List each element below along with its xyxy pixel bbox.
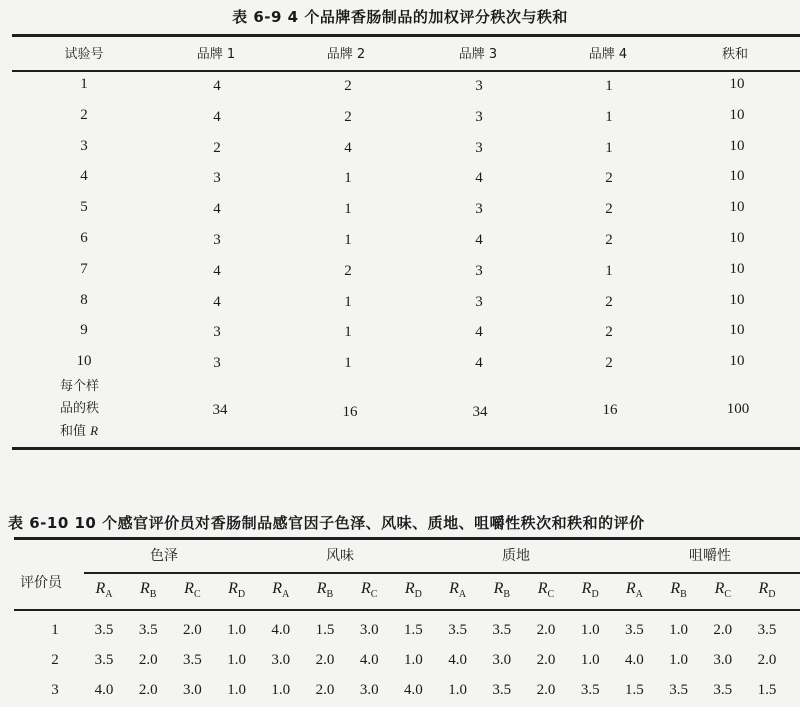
total-brand-3: 34 — [472, 404, 488, 420]
sub-header-subscript: C — [724, 589, 732, 601]
cell-evaluator: 3 — [51, 682, 59, 698]
cell-brand-1: 3 — [213, 232, 221, 248]
cell-value: 1.0 — [580, 652, 600, 668]
cell-value: 3.5 — [94, 622, 114, 638]
cell-value: 3.5 — [94, 652, 114, 668]
cell-trial: 7 — [80, 260, 88, 277]
sub-header-symbol: R — [272, 580, 283, 597]
cell-value: 4.0 — [271, 622, 291, 638]
cell-trial: 1 — [80, 76, 88, 92]
sub-header-subscript: A — [635, 589, 643, 601]
sub-header-subscript: A — [458, 589, 467, 601]
table2-caption: 表 6-10 10 个感官评价员对香肠制品感官因子色泽、风味、质地、咀嚼性秩次和秩和的评价 — [8, 514, 645, 532]
table2-top-rule — [14, 537, 800, 540]
total-brand-4: 16 — [602, 402, 618, 418]
sub-header-symbol: R — [404, 580, 415, 597]
sub-header-subscript: C — [193, 589, 201, 601]
header-trial: 试验号 — [64, 47, 104, 62]
cell-value: 1.0 — [580, 622, 600, 638]
sub-header-r-a — [626, 580, 643, 600]
sub-header-subscript: D — [591, 589, 599, 601]
cell-value: 3.5 — [492, 682, 512, 698]
cell-value: 2.0 — [183, 622, 202, 638]
cell-brand-4: 1 — [605, 108, 613, 125]
cell-brand-3: 3 — [475, 201, 483, 218]
sub-header-r-b — [317, 580, 333, 600]
cell-rank-sum: 10 — [729, 106, 745, 123]
cell-rank-sum: 10 — [729, 199, 745, 216]
sub-header-r-a — [272, 580, 289, 600]
cell-value: 4.0 — [94, 682, 114, 698]
cell-rank-sum: 10 — [729, 353, 745, 370]
cell-value: 3.5 — [492, 622, 512, 638]
cell-brand-1: 3 — [213, 355, 221, 372]
header-brand-1: 品牌 1 — [196, 47, 236, 62]
cell-value: 3.5 — [448, 622, 467, 638]
cell-value: 3.0 — [492, 652, 512, 668]
cell-value: 1.0 — [227, 622, 246, 638]
cell-brand-4: 1 — [605, 139, 613, 156]
sub-header-symbol: R — [139, 580, 150, 597]
sub-header-r-a — [449, 580, 466, 600]
sub-header-subscript: B — [326, 589, 334, 601]
sub-header-subscript: C — [547, 589, 555, 601]
cell-value: 2.0 — [536, 652, 556, 668]
sub-header-r-c — [538, 580, 554, 600]
cell-brand-4: 1 — [605, 78, 613, 94]
cell-brand-2: 4 — [344, 139, 352, 156]
cell-brand-2: 1 — [344, 293, 352, 310]
total-label-line-2: 品的秩 — [60, 401, 100, 416]
group-color: 色泽 — [150, 548, 178, 564]
cell-rank-sum: 10 — [729, 260, 745, 277]
cell-brand-2: 1 — [344, 201, 352, 218]
cell-brand-1: 4 — [213, 262, 221, 279]
sub-header-r-d — [758, 580, 775, 600]
cell-trial: 5 — [80, 199, 88, 216]
cell-value: 2.0 — [138, 652, 158, 668]
cell-brand-3: 3 — [475, 108, 483, 125]
cell-brand-4: 2 — [605, 232, 613, 248]
cell-brand-1: 2 — [213, 139, 221, 156]
sub-header-subscript: D — [768, 589, 776, 601]
cell-value: 1.5 — [404, 622, 423, 638]
cell-trial: 8 — [80, 291, 88, 308]
cell-trial: 2 — [80, 106, 88, 123]
sub-header-subscript: D — [237, 589, 246, 601]
cell-value: 3.5 — [757, 622, 777, 638]
cell-brand-2: 1 — [344, 324, 352, 341]
cell-brand-3: 4 — [475, 324, 483, 341]
cell-rank-sum: 10 — [729, 291, 745, 308]
header-brand-2: 品牌 2 — [326, 47, 366, 62]
cell-value: 1.0 — [404, 652, 423, 668]
cell-value: 3.5 — [138, 622, 158, 638]
cell-rank-sum: 10 — [729, 230, 745, 246]
cell-brand-1: 4 — [213, 293, 221, 310]
cell-brand-4: 1 — [605, 262, 613, 279]
cell-value: 1.0 — [271, 682, 291, 698]
cell-value: 2.0 — [536, 622, 556, 638]
cell-trial: 3 — [80, 137, 88, 154]
cell-brand-3: 3 — [475, 78, 483, 94]
sub-header-symbol: R — [493, 580, 504, 597]
cell-value: 3.0 — [713, 652, 733, 668]
cell-brand-1: 4 — [213, 201, 221, 218]
sub-header-symbol: R — [95, 580, 106, 597]
sub-header-r-d — [405, 580, 422, 600]
header-brand-4: 品牌 4 — [588, 47, 628, 62]
header-brand-3: 品牌 3 — [458, 47, 498, 62]
cell-brand-3: 4 — [475, 170, 483, 187]
cell-brand-4: 2 — [605, 201, 613, 218]
header-rank-sum: 秩和 — [721, 47, 749, 62]
cell-value: 3.0 — [359, 622, 379, 638]
sub-header-r-c — [361, 580, 377, 600]
total-label-line-3 — [60, 420, 110, 443]
sub-header-symbol: R — [537, 580, 548, 597]
sub-header-subscript: A — [105, 589, 113, 601]
cell-evaluator: 2 — [51, 652, 59, 668]
sub-header-symbol: R — [714, 580, 725, 597]
sub-header-r-b — [140, 580, 156, 600]
cell-value: 4.0 — [404, 682, 423, 698]
total-row-label — [60, 376, 110, 443]
cell-brand-3: 3 — [475, 139, 483, 156]
cell-brand-1: 4 — [213, 108, 221, 125]
sub-header-symbol: R — [228, 580, 238, 597]
sub-header-symbol: R — [625, 580, 636, 597]
sub-header-symbol: R — [360, 580, 371, 597]
sub-header-r-c — [184, 580, 200, 600]
sub-header-r-b — [670, 580, 686, 600]
cell-value: 3.5 — [669, 682, 688, 698]
cell-evaluator: 1 — [51, 622, 59, 638]
row-header-evaluator: 评价员 — [20, 575, 62, 591]
sub-header-r-a — [95, 580, 112, 600]
cell-value: 1.5 — [625, 682, 644, 698]
group-chewiness: 咀嚼性 — [689, 548, 731, 564]
cell-value: 1.0 — [227, 652, 246, 668]
sub-header-subscript: A — [282, 589, 290, 601]
cell-brand-3: 4 — [475, 355, 483, 372]
sub-header-subscript: C — [370, 589, 378, 601]
cell-brand-1: 4 — [213, 78, 221, 94]
cell-brand-1: 3 — [213, 324, 221, 341]
cell-rank-sum: 10 — [729, 137, 745, 154]
sub-header-subscript: B — [680, 589, 687, 601]
cell-brand-2: 2 — [344, 78, 352, 94]
cell-brand-2: 2 — [344, 108, 352, 125]
cell-trial: 6 — [80, 230, 88, 246]
cell-value: 3.0 — [183, 682, 202, 698]
cell-brand-4: 2 — [605, 170, 613, 187]
cell-brand-4: 2 — [605, 293, 613, 310]
cell-brand-2: 1 — [344, 170, 352, 187]
table2-group-rule — [84, 572, 800, 574]
sub-header-subscript: D — [414, 589, 422, 601]
cell-value: 3.5 — [625, 622, 644, 638]
sub-header-symbol: R — [758, 580, 769, 597]
cell-trial: 10 — [76, 353, 92, 370]
cell-trial: 4 — [80, 168, 88, 185]
sub-header-symbol: R — [316, 580, 327, 597]
cell-brand-4: 2 — [605, 324, 613, 341]
sub-header-r-b — [494, 580, 510, 600]
cell-value: 4.0 — [359, 652, 379, 668]
cell-value: 2.0 — [536, 682, 556, 698]
group-texture: 质地 — [502, 548, 530, 564]
cell-value: 3.0 — [359, 682, 379, 698]
sub-header-r-d — [582, 580, 599, 600]
cell-value: 2.0 — [315, 682, 335, 698]
cell-brand-2: 1 — [344, 355, 352, 372]
cell-brand-3: 4 — [475, 232, 483, 248]
sub-header-r-c — [715, 580, 731, 600]
total-label-symbol: R — [90, 423, 99, 438]
sub-header-subscript: B — [503, 589, 511, 601]
sub-header-symbol: R — [581, 580, 592, 597]
cell-value: 2.0 — [315, 652, 335, 668]
table1-top-rule — [12, 34, 800, 37]
cell-trial: 9 — [80, 322, 88, 339]
cell-rank-sum: 10 — [729, 76, 745, 92]
cell-value: 1.5 — [757, 682, 777, 698]
total-label-text: 和值 — [60, 424, 87, 439]
cell-rank-sum: 10 — [729, 168, 745, 185]
sub-header-r-d — [228, 580, 245, 600]
table1-caption: 表 6-9 4 个品牌香肠制品的加权评分秩次与秩和 — [232, 8, 568, 26]
total-rank-sum: 100 — [726, 401, 750, 417]
cell-rank-sum: 10 — [729, 322, 745, 339]
sub-header-symbol: R — [449, 580, 459, 597]
cell-value: 3.5 — [183, 652, 202, 668]
sub-header-symbol: R — [184, 580, 194, 597]
cell-value: 2.0 — [138, 682, 158, 698]
cell-value: 2.0 — [757, 652, 777, 668]
table1-header-rule — [12, 70, 800, 72]
cell-value: 1.0 — [227, 682, 246, 698]
cell-value: 3.5 — [713, 682, 733, 698]
cell-brand-2: 1 — [344, 232, 352, 248]
cell-brand-3: 3 — [475, 293, 483, 310]
cell-value: 1.0 — [669, 652, 688, 668]
cell-brand-1: 3 — [213, 170, 221, 187]
group-flavor: 风味 — [326, 548, 354, 564]
total-brand-2: 16 — [342, 404, 358, 420]
sub-header-subscript: B — [149, 589, 157, 601]
cell-value: 1.0 — [669, 622, 688, 638]
cell-brand-4: 2 — [605, 355, 613, 372]
table2-header-rule — [14, 609, 800, 611]
total-label-line-1: 每个样 — [60, 379, 100, 394]
cell-value: 1.0 — [448, 682, 467, 698]
cell-value: 4.0 — [625, 652, 644, 668]
cell-value: 1.5 — [315, 622, 335, 638]
cell-brand-3: 3 — [475, 262, 483, 279]
total-brand-1: 34 — [212, 402, 228, 418]
cell-brand-2: 2 — [344, 262, 352, 279]
cell-value: 3.5 — [580, 682, 600, 698]
sub-header-symbol: R — [670, 580, 681, 597]
cell-value: 4.0 — [448, 652, 467, 668]
cell-value: 2.0 — [713, 622, 733, 638]
cell-value: 3.0 — [271, 652, 291, 668]
table1-bottom-rule — [12, 447, 800, 450]
